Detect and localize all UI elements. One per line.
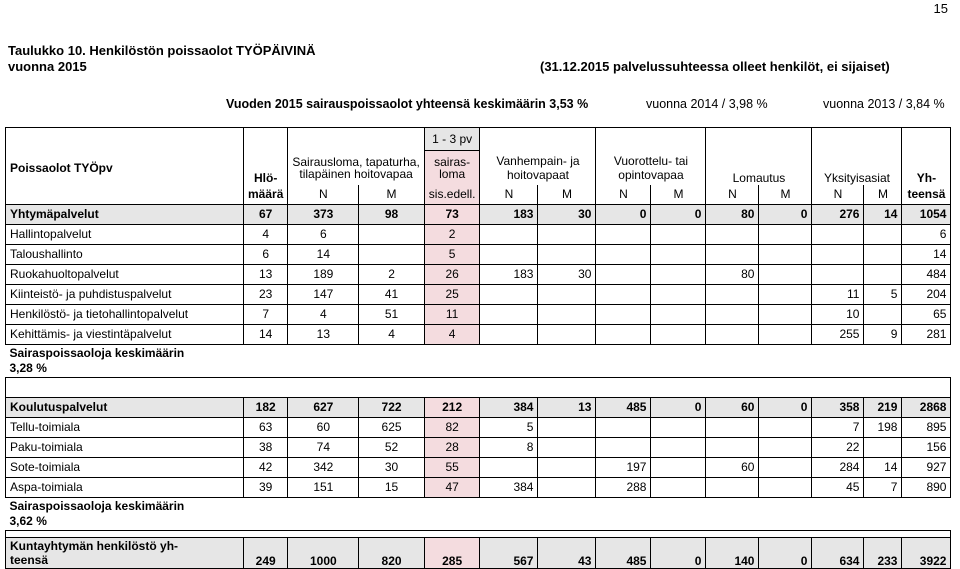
table-cell	[864, 437, 902, 457]
table-cell: 60	[706, 397, 759, 417]
table-cell: Koulutuspalvelut	[6, 397, 244, 417]
table-row	[6, 437, 951, 457]
table-cell	[759, 224, 812, 244]
table-cell	[538, 437, 596, 457]
table-cell: 189	[288, 264, 359, 284]
table-cell: 30	[538, 204, 596, 224]
table-cell: 7	[864, 477, 902, 497]
table-cell: 0	[651, 397, 706, 417]
table-cell	[759, 324, 812, 344]
sick-leave-average	[6, 344, 951, 377]
table-cell: 2	[359, 264, 424, 284]
table-row	[6, 324, 951, 344]
table-cell	[812, 224, 864, 244]
table-cell	[596, 437, 651, 457]
table-row	[6, 417, 951, 437]
table-row	[6, 224, 951, 244]
table-cell	[812, 244, 864, 264]
table-cell: 14	[864, 204, 902, 224]
table-cell: 140	[706, 537, 759, 568]
table-cell: 1000	[288, 537, 359, 568]
table-row	[6, 304, 951, 324]
spacer	[6, 377, 951, 397]
header-yhteensa-2: teensä	[902, 185, 951, 205]
table-cell: 43	[538, 537, 596, 568]
table-row	[6, 477, 951, 497]
table-cell: 39	[244, 477, 288, 497]
table-cell: 60	[288, 417, 359, 437]
table-row	[6, 264, 951, 284]
table-cell: 212	[424, 397, 480, 417]
table-cell: Kiinteistö- ja puhdistuspalvelut	[6, 284, 244, 304]
table-cell: 5	[480, 417, 538, 437]
table-cell: Hallintopalvelut	[6, 224, 244, 244]
table-cell: 10	[812, 304, 864, 324]
table-cell: 5	[424, 244, 480, 264]
table-cell: 890	[902, 477, 951, 497]
summary-current: Vuoden 2015 sairauspoissaolot yhteensä keskimäärin 3,53 %	[226, 97, 589, 111]
table-cell: 13	[288, 324, 359, 344]
table-cell: 384	[480, 397, 538, 417]
table-cell: 625	[359, 417, 424, 437]
table-cell	[538, 224, 596, 244]
header-n: N	[812, 185, 864, 205]
table-cell: 3922	[902, 537, 951, 568]
table-cell: 63	[244, 417, 288, 437]
table-cell: 7	[244, 304, 288, 324]
table-cell	[651, 224, 706, 244]
table-cell: 484	[902, 264, 951, 284]
table-cell: Henkilöstö- ja tietohallintopalvelut	[6, 304, 244, 324]
table-cell: Taloushallinto	[6, 244, 244, 264]
table-cell: 281	[902, 324, 951, 344]
table-cell: 23	[244, 284, 288, 304]
table-cell	[651, 457, 706, 477]
table-cell	[706, 417, 759, 437]
header-m: M	[864, 185, 902, 205]
average-label: Sairaspoissaoloja keskimäärin	[9, 498, 185, 513]
grand-total-label-1: Kuntayhtymän henkilöstö yh-	[10, 538, 179, 553]
table-cell: 0	[759, 537, 812, 568]
table-cell: 28	[424, 437, 480, 457]
table-cell: 183	[480, 204, 538, 224]
table-cell: 288	[596, 477, 651, 497]
table-cell	[759, 417, 812, 437]
table-cell: 6	[244, 244, 288, 264]
table-cell: 73	[424, 204, 480, 224]
average-label: Sairaspoissaoloja keskimäärin	[9, 345, 185, 360]
average-row	[6, 497, 951, 530]
table-cell: 74	[288, 437, 359, 457]
table-cell: 65	[902, 304, 951, 324]
header-n: N	[288, 185, 359, 205]
table-cell: 14	[902, 244, 951, 264]
table-cell	[651, 437, 706, 457]
table-cell: 4	[244, 224, 288, 244]
header-n: N	[596, 185, 651, 205]
table-cell	[864, 224, 902, 244]
table-cell: 7	[812, 417, 864, 437]
table-cell	[359, 244, 424, 264]
summary-2014: vuonna 2014 / 3,98 %	[646, 97, 768, 111]
table-cell: 52	[359, 437, 424, 457]
header-yksityisasiat: Yksityisasiat	[812, 151, 902, 185]
table-cell	[759, 264, 812, 284]
table-cell	[480, 284, 538, 304]
header-n: N	[706, 185, 759, 205]
table-cell	[596, 284, 651, 304]
table-cell: 82	[424, 417, 480, 437]
table-cell	[480, 304, 538, 324]
table-cell	[759, 244, 812, 264]
table-cell: 45	[812, 477, 864, 497]
table-cell	[596, 244, 651, 264]
table-cell: 25	[424, 284, 480, 304]
header-m: M	[651, 185, 706, 205]
header-m: M	[759, 185, 812, 205]
table-cell: 4	[288, 304, 359, 324]
average-value: 3,62 %	[9, 513, 47, 528]
table-cell: 8	[480, 437, 538, 457]
sick-leave-average	[6, 497, 951, 530]
table-cell: 60	[706, 457, 759, 477]
table-cell: 4	[359, 324, 424, 344]
table-cell	[538, 284, 596, 304]
table-cell	[596, 324, 651, 344]
header-sairausloma-1: Sairausloma, tapaturha,	[292, 154, 420, 169]
table-cell: 204	[902, 284, 951, 304]
header-n: N	[480, 185, 538, 205]
table-cell	[538, 304, 596, 324]
grand-total-row	[6, 537, 951, 568]
table-cell: Sote-toimiala	[6, 457, 244, 477]
header-sairasloma-2: loma	[439, 166, 466, 181]
table-cell: 373	[288, 204, 359, 224]
header-lomautus: Lomautus	[706, 151, 812, 185]
table-cell: 14	[864, 457, 902, 477]
table-cell: 15	[359, 477, 424, 497]
table-cell	[759, 284, 812, 304]
table-cell: 927	[902, 457, 951, 477]
table-cell: Aspa-toimiala	[6, 477, 244, 497]
group-total-row	[6, 204, 951, 224]
table-cell	[480, 244, 538, 264]
table-cell	[538, 244, 596, 264]
spacer	[6, 530, 951, 537]
table-cell	[864, 264, 902, 284]
table-cell: 6	[288, 224, 359, 244]
table-cell: 485	[596, 537, 651, 568]
table-cell: 6	[902, 224, 951, 244]
table-cell: 0	[759, 397, 812, 417]
table-title-year: vuonna 2015	[8, 59, 87, 74]
table-cell: 233	[864, 537, 902, 568]
table-cell: 0	[651, 204, 706, 224]
table-cell: 249	[244, 537, 288, 568]
header-1-3-days: 1 - 3 pv	[424, 128, 480, 151]
table-cell: 98	[359, 204, 424, 224]
page-number: 15	[933, 1, 948, 16]
table-cell	[480, 224, 538, 244]
table-cell	[706, 437, 759, 457]
table-cell: 41	[359, 284, 424, 304]
table-cell	[759, 457, 812, 477]
table-cell	[706, 244, 759, 264]
table-cell: 284	[812, 457, 864, 477]
table-cell: 722	[359, 397, 424, 417]
table-cell: 384	[480, 477, 538, 497]
header-vuorottelu-1: Vuorottelu- tai	[613, 153, 689, 168]
average-row	[6, 344, 951, 377]
table-cell: 0	[651, 537, 706, 568]
table-cell: Yhtymäpalvelut	[6, 204, 244, 224]
table-cell	[538, 417, 596, 437]
table-cell: 13	[244, 264, 288, 284]
header-sairausloma-2: tilapäinen hoitovapaa	[299, 166, 413, 181]
table-cell: Ruokahuoltopalvelut	[6, 264, 244, 284]
table-cell	[596, 224, 651, 244]
average-value: 3,28 %	[9, 360, 47, 375]
table-title: Taulukko 10. Henkilöstön poissaolot TYÖPÄIVINÄ	[8, 43, 316, 58]
table-cell: 156	[902, 437, 951, 457]
table-cell: 30	[359, 457, 424, 477]
table-cell: 895	[902, 417, 951, 437]
table-cell: 255	[812, 324, 864, 344]
table-cell: 151	[288, 477, 359, 497]
table-cell	[538, 324, 596, 344]
table-cell	[538, 477, 596, 497]
table-cell	[651, 284, 706, 304]
table-cell	[480, 324, 538, 344]
table-cell	[759, 477, 812, 497]
header-row-1	[6, 128, 951, 151]
header-vanhempain-2: hoitovapaat	[506, 167, 569, 182]
grand-total-label-2: teensä	[10, 552, 49, 567]
grand-total-label	[6, 537, 244, 568]
table-cell	[812, 264, 864, 284]
table-cell: 80	[706, 204, 759, 224]
table-cell: 26	[424, 264, 480, 284]
table-cell: 1054	[902, 204, 951, 224]
table-cell: 183	[480, 264, 538, 284]
header-hlo-2: määrä	[244, 185, 288, 205]
table-cell: 285	[424, 537, 480, 568]
table-cell: 276	[812, 204, 864, 224]
header-sairasloma-1: sairas-	[434, 154, 471, 169]
table-cell	[706, 477, 759, 497]
spacer-row	[6, 377, 951, 397]
table-cell	[759, 437, 812, 457]
header-m: M	[359, 185, 424, 205]
table-cell	[651, 304, 706, 324]
header-m: M	[538, 185, 596, 205]
table-row	[6, 284, 951, 304]
table-cell: 358	[812, 397, 864, 417]
table-cell: 0	[759, 204, 812, 224]
group-total-row	[6, 397, 951, 417]
table-cell	[651, 417, 706, 437]
table-cell: 51	[359, 304, 424, 324]
table-cell: 55	[424, 457, 480, 477]
table-cell	[480, 457, 538, 477]
table-cell: 47	[424, 477, 480, 497]
table-cell: 14	[244, 324, 288, 344]
header-row-3	[6, 185, 951, 205]
table-cell: 5	[864, 284, 902, 304]
table-cell: 80	[706, 264, 759, 284]
table-cell: 182	[244, 397, 288, 417]
table-cell: 22	[812, 437, 864, 457]
table-cell	[651, 244, 706, 264]
table-cell: 627	[288, 397, 359, 417]
table-cell: 198	[864, 417, 902, 437]
table-cell	[538, 457, 596, 477]
table-cell: 197	[596, 457, 651, 477]
summary-2013: vuonna 2013 / 3,84 %	[823, 97, 945, 111]
header-vuorottelu-2: opintovapaa	[618, 167, 684, 182]
header-sis-edell: sis.edell.	[424, 185, 480, 205]
table-row	[6, 457, 951, 477]
table-cell: 11	[424, 304, 480, 324]
table-cell: Tellu-toimiala	[6, 417, 244, 437]
table-cell	[706, 324, 759, 344]
header-hlo-1: Hlö-	[254, 170, 278, 185]
table-cell	[706, 304, 759, 324]
table-cell: 147	[288, 284, 359, 304]
table-cell	[864, 244, 902, 264]
header-row-label: Poissaolot TYÖpv	[10, 160, 113, 175]
table-cell	[706, 284, 759, 304]
table-cell: 13	[538, 397, 596, 417]
table-cell: 2	[424, 224, 480, 244]
table-cell	[596, 264, 651, 284]
table-cell: 11	[812, 284, 864, 304]
table-cell: 9	[864, 324, 902, 344]
header-row-2	[6, 151, 951, 185]
table-cell: Kehittämis- ja viestintäpalvelut	[6, 324, 244, 344]
table-cell	[651, 324, 706, 344]
header-vanhempain-1: Vanhempain- ja	[496, 153, 580, 168]
table-cell	[651, 477, 706, 497]
table-cell	[651, 264, 706, 284]
table-title-note: (31.12.2015 palvelussuhteessa olleet henkilöt, ei sijaiset)	[540, 59, 890, 74]
table-cell	[706, 224, 759, 244]
spacer-row	[6, 530, 951, 537]
table-cell: 219	[864, 397, 902, 417]
table-cell	[596, 417, 651, 437]
table-cell	[596, 304, 651, 324]
table-cell: 820	[359, 537, 424, 568]
table-cell: 567	[480, 537, 538, 568]
table-cell: 342	[288, 457, 359, 477]
table-cell: 4	[424, 324, 480, 344]
absence-table	[5, 127, 951, 569]
table-cell: 485	[596, 397, 651, 417]
table-cell: 0	[596, 204, 651, 224]
table-cell: Paku-toimiala	[6, 437, 244, 457]
table-cell: 38	[244, 437, 288, 457]
table-cell: 67	[244, 204, 288, 224]
table-cell	[759, 304, 812, 324]
table-row	[6, 244, 951, 264]
table-cell	[864, 304, 902, 324]
table-cell: 634	[812, 537, 864, 568]
header-yhteensa-1: Yh-	[902, 151, 951, 185]
table-cell: 14	[288, 244, 359, 264]
table-cell: 42	[244, 457, 288, 477]
table-cell: 30	[538, 264, 596, 284]
table-cell	[359, 224, 424, 244]
table-cell: 2868	[902, 397, 951, 417]
